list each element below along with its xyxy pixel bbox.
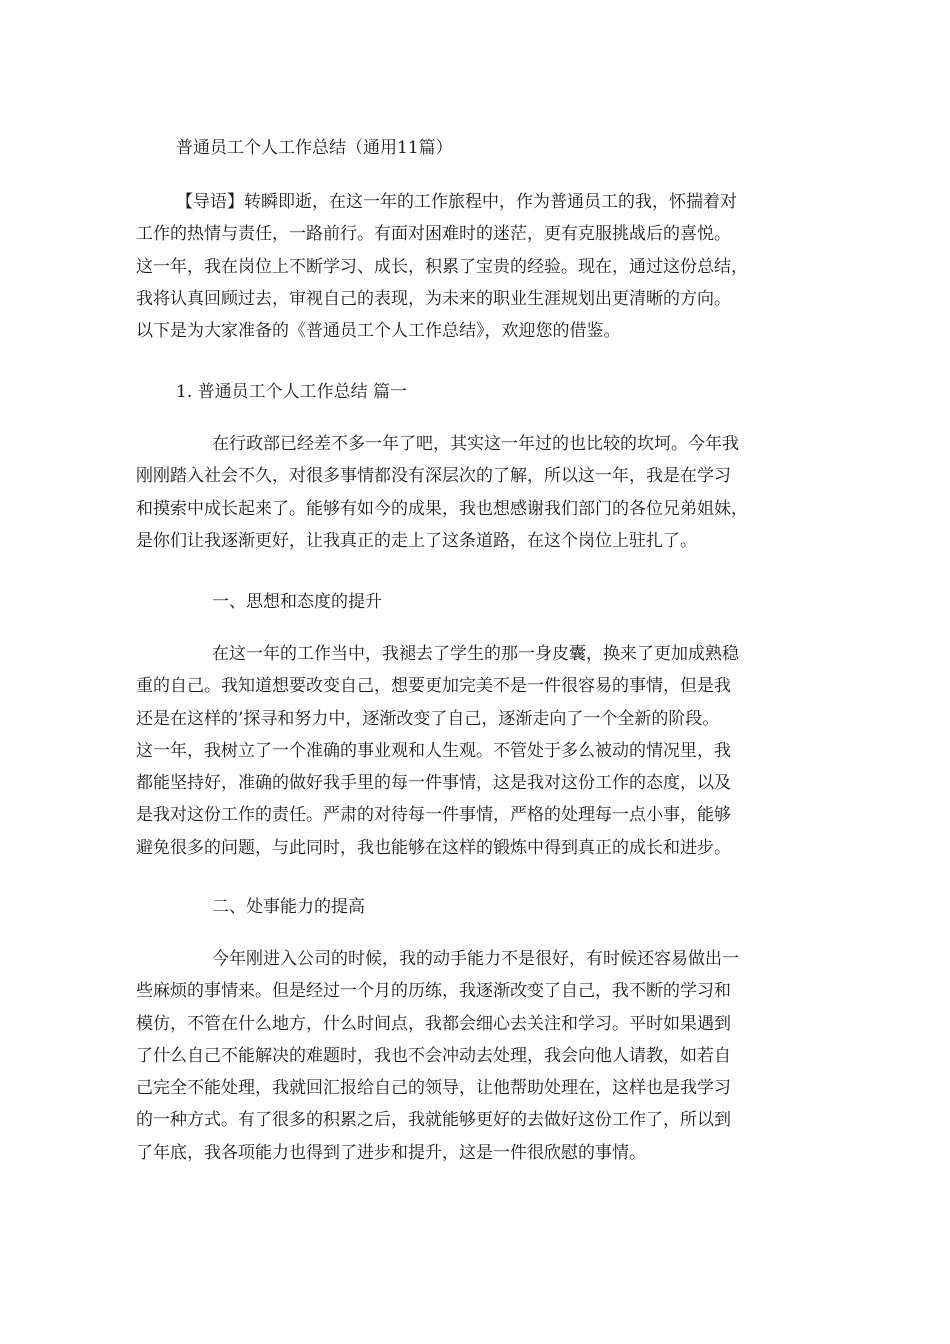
subsection-2-line: 模仿，不管在什么地方，什么时间点，我都会细心去关注和学习。平时如果遇到 (136, 1013, 731, 1034)
intro-line: 以下是为大家准备的《普通员工个人工作总结》，欢迎您的借鉴。 (136, 321, 621, 342)
subsection-2-line: 了年底，我各项能力也得到了进步和提升，这是一件很欣慰的事情。 (136, 1142, 646, 1163)
subsection-2-paragraph (136, 943, 816, 1169)
subsection-1-heading: 一、思想和态度的提升 (212, 592, 382, 612)
intro-line: 工作的热情与责任，一路前行。有面对困难时的迷茫，更有克服挑战后的喜悦。 (136, 224, 731, 245)
section-1-line: 刚刚踏入社会不久，对很多事情都没有深层次的了解，所以这一年，我是在学习 (136, 466, 731, 487)
subsection-1-line: 避免很多的问题，与此同时，我也能够在这样的锻炼中得到真正的成长和进步。 (136, 837, 731, 858)
subsection-1-paragraph (136, 638, 816, 864)
intro-line: 我将认真回顾过去，审视自己的表现，为未来的职业生涯规划出更清晰的方向。 (136, 288, 731, 309)
section-1-line: 和摸索中成长起来了。能够有如今的成果，我也想感谢我们部门的各位兄弟姐妹， (136, 498, 748, 519)
subsection-1-line: 重的自己。我知道想要改变自己，想要更加完美不是一件很容易的事情，但是我 (136, 676, 731, 697)
intro-line: 这一年，我在岗位上不断学习、成长，积累了宝贵的经验。现在，通过这份总结， (136, 256, 748, 277)
section-1-heading: 1. 普通员工个人工作总结 篇一 (176, 382, 408, 402)
subsection-2-line: 己完全不能处理，我就回汇报给自己的领导，让他帮助处理在，这样也是我学习 (136, 1078, 731, 1099)
subsection-1-line: 是我对这份工作的责任。严肃的对待每一件事情，严格的处理每一点小事，能够 (136, 805, 731, 826)
subsection-2-line: 今年刚进入公司的时候，我的动手能力不是很好，有时候还容易做出一 (212, 949, 739, 969)
intro-line: 【导语】转瞬即逝，在这一年的工作旅程中，作为普通员工的我，怀揣着对 (176, 192, 737, 212)
subsection-2-line: 了什么自己不能解决的难题时，我也不会冲动去处理，我会向他人请教，如若自 (136, 1045, 731, 1066)
section-1-line: 在行政部已经差不多一年了吧，其实这一年过的也比较的坎坷。今年我 (212, 434, 739, 454)
subsection-1-line: 这一年，我树立了一个准确的事业观和人生观。不管处于多么被动的情况里，我 (136, 740, 731, 761)
section-1-paragraph (136, 428, 816, 557)
subsection-1-line: 都能坚持好，准确的做好我手里的每一件事情，这是我对这份工作的态度，以及 (136, 773, 731, 794)
section-1-line: 是你们让我逐渐更好，让我真正的走上了这条道路，在这个岗位上驻扎了。 (136, 530, 697, 551)
subsection-2-heading: 二、处事能力的提高 (212, 897, 365, 917)
intro-paragraph (136, 186, 816, 347)
document-title: 普通员工个人工作总结（通用11篇） (176, 138, 453, 158)
subsection-1-line: 还是在这样的’探寻和努力中，逐渐改变了自己，逐渐走向了一个全新的阶段。 (136, 708, 720, 729)
subsection-2-line: 的一种方式。有了很多的积累之后，我就能够更好的去做好这份工作了，所以到 (136, 1110, 731, 1131)
subsection-1-line: 在这一年的工作当中，我褪去了学生的那一身皮囊，换来了更加成熟稳 (212, 644, 739, 664)
subsection-2-line: 些麻烦的事情来。但是经过一个月的历练，我逐渐改变了自己，我不断的学习和 (136, 981, 731, 1002)
